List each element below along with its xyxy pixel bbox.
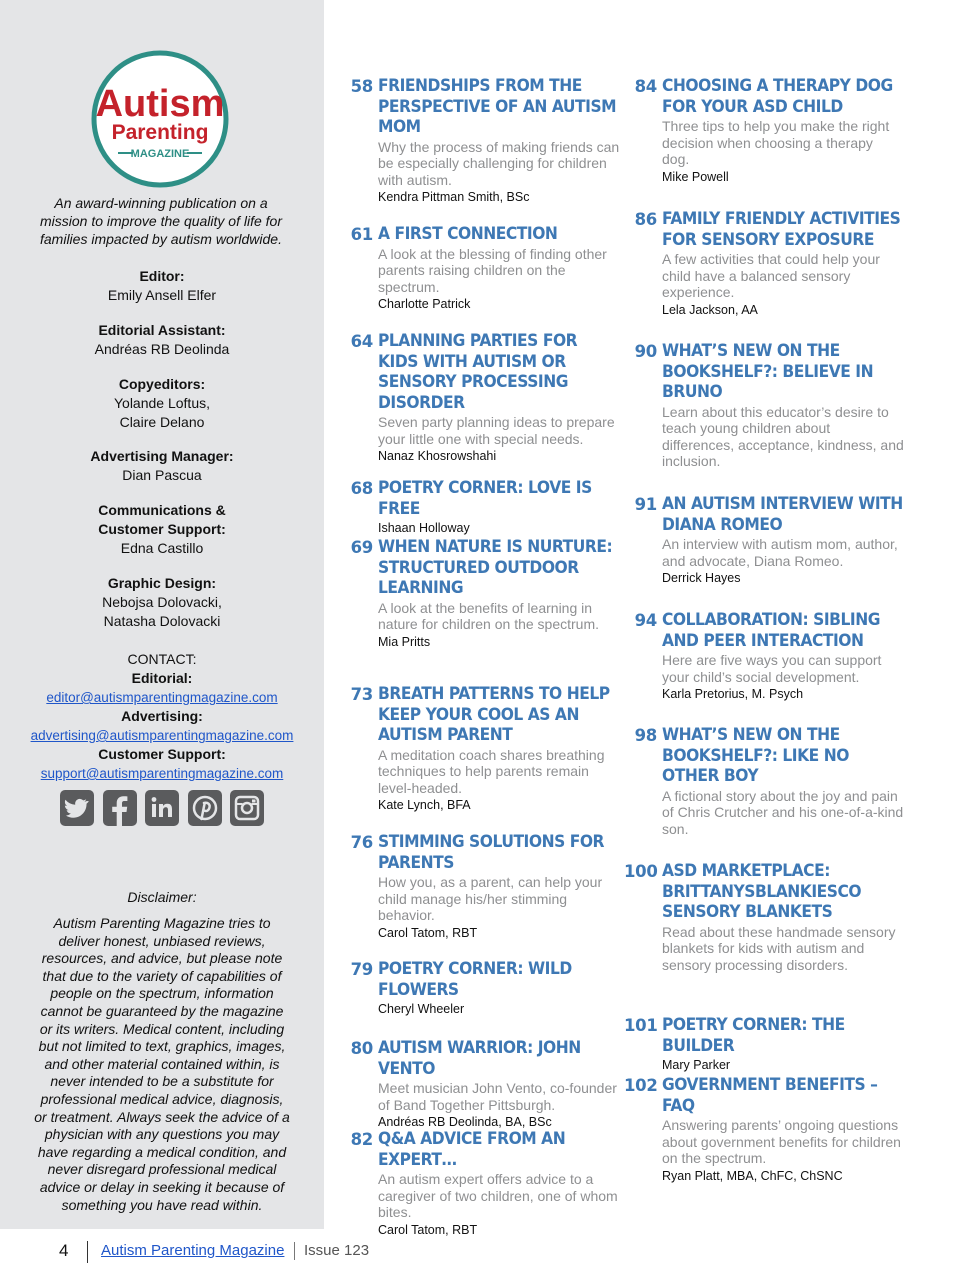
staff-role: Editorial Assistant: — [98, 322, 226, 338]
toc-entry[interactable] — [340, 331, 620, 465]
toc-page-number: 61 — [350, 225, 373, 244]
toc-entry[interactable] — [624, 209, 904, 319]
toc-page-number: 79 — [350, 960, 373, 979]
toc-page-number: 98 — [634, 726, 657, 745]
toc-title[interactable]: BREATH PATTERNS TO HELP KEEP YOUR COOL AS AN AUTISM PARENT — [378, 684, 610, 744]
toc-title[interactable]: A FIRST CONNECTION — [378, 224, 558, 243]
toc-description: An autism expert offers advice to a caregiver of two children, one of whom bites. — [378, 1171, 618, 1220]
instagram-icon[interactable] — [230, 790, 264, 826]
support-email-link[interactable]: support@autismparentingmagazine.com — [40, 766, 284, 781]
toc-title[interactable]: WHAT’S NEW ON THE BOOKSHELF?: LIKE NO OTHER BOY — [662, 725, 849, 785]
staff-entry — [0, 267, 324, 305]
page-footer — [0, 1229, 961, 1280]
staff-role: Copyeditors: — [118, 376, 206, 392]
toc-page-number: 82 — [350, 1130, 373, 1149]
staff-role: Editor: — [139, 268, 185, 284]
toc-title[interactable]: POETRY CORNER: THE BUILDER — [662, 1015, 845, 1055]
toc-page-number: 76 — [350, 833, 373, 852]
magazine-logo — [85, 50, 235, 188]
toc-page-number: 100 — [624, 862, 658, 881]
toc-description: A look at the blessing of finding other parents raising children on the spectrum. — [378, 245, 607, 295]
toc-entry[interactable] — [340, 1129, 620, 1239]
staff-names: Yolande Loftus, Claire Delano — [113, 395, 210, 430]
toc-page-number: 101 — [624, 1016, 658, 1035]
issue-number: Issue 123 — [304, 1242, 370, 1259]
toc-author: Mike Powell — [662, 169, 729, 184]
toc-description: Here are five ways you can support your child’s social development. — [662, 652, 882, 685]
staff-entry — [0, 447, 324, 485]
staff-names: Andréas RB Deolinda — [94, 341, 230, 357]
toc-description: An interview with autism mom, author, and advocate, Diana Romeo. — [662, 536, 898, 569]
staff-names: Dian Pascua — [122, 467, 202, 483]
staff-entry — [0, 375, 324, 432]
toc-author: Andréas RB Deolinda, BA, BSc — [378, 1115, 552, 1129]
staff-entry — [0, 501, 324, 558]
toc-entry[interactable] — [624, 1075, 904, 1185]
toc-title[interactable]: FAMILY FRIENDLY ACTIVITIES FOR SENSORY EXPOSURE — [662, 209, 901, 249]
advertising-email-link[interactable]: advertising@autismparentingmagazine.com — [30, 728, 294, 743]
toc-page-number: 58 — [350, 77, 373, 96]
toc-author: Charlotte Patrick — [378, 297, 471, 311]
toc-author: Kate Lynch, BFA — [378, 798, 471, 812]
staff-entry — [0, 574, 324, 631]
logo-word-parenting: Parenting — [111, 121, 209, 144]
toc-entry[interactable] — [624, 1015, 904, 1074]
toc-description: A fictional story about the joy and pain of Chris Crutcher and his one-of-a-kind son. — [662, 787, 904, 837]
toc-description: Why the process of making friends can be especially challenging for children with autism. — [378, 138, 620, 188]
toc-description: Three tips to help you make the right decision when choosing a therapy dog. — [662, 118, 890, 167]
toc-title[interactable]: STIMMING SOLUTIONS FOR PARENTS — [378, 832, 605, 872]
toc-page-number: 80 — [350, 1039, 373, 1058]
toc-entry[interactable] — [340, 478, 620, 537]
toc-entry[interactable] — [340, 537, 620, 651]
toc-title[interactable]: PLANNING PARTIES FOR KIDS WITH AUTISM OR SENSORY PROCESSING DISORDER — [378, 331, 578, 412]
toc-author: Derrick Hayes — [662, 571, 741, 585]
toc-description: Seven party planning ideas to prepare your little one with special needs. — [378, 414, 615, 447]
toc-entry[interactable] — [340, 684, 620, 814]
contact-heading: CONTACT: — [127, 651, 197, 667]
magazine-link[interactable]: Autism Parenting Magazine — [101, 1242, 285, 1259]
toc-author: Cheryl Wheeler — [378, 1002, 465, 1016]
toc-entry[interactable] — [340, 832, 620, 942]
staff-entry — [0, 321, 324, 359]
contact-block — [0, 650, 324, 783]
toc-author: Ryan Platt, MBA, ChFC, ChSNC — [662, 1168, 843, 1183]
advertising-label: Advertising: — [121, 708, 203, 724]
toc-title[interactable]: FRIENDSHIPS FROM THE PERSPECTIVE OF AN AUTISM MOM — [378, 76, 617, 136]
logo-word-magazine: MAGAZINE — [130, 148, 190, 160]
tagline: An award-winning publication on a mission to improve the quality of life for families impacted by autism worldwide. — [40, 195, 282, 247]
toc-title[interactable]: POETRY CORNER: WILD FLOWERS — [378, 959, 572, 999]
toc-page-number: 84 — [634, 77, 657, 96]
toc-page-number: 64 — [350, 332, 373, 351]
toc-entry[interactable] — [624, 610, 904, 703]
toc-title[interactable]: Q&A ADVICE FROM AN EXPERT… — [378, 1129, 566, 1169]
staff-role: Advertising Manager: — [90, 448, 234, 464]
toc-author: Carol Tatom, RBT — [378, 925, 478, 940]
toc-author: Kendra Pittman Smith, BSc — [378, 190, 530, 204]
toc-description: Learn about this educator’s desire to teach young children about differences, acceptance, kindness, and inclusion. — [662, 403, 904, 469]
toc-title[interactable]: WHEN NATURE IS NURTURE: STRUCTURED OUTDOOR LEARNING — [378, 537, 613, 597]
twitter-icon[interactable] — [60, 790, 94, 826]
editorial-email-link[interactable]: editor@autismparentingmagazine.com — [46, 690, 278, 705]
toc-description: A look at the benefits of learning in nature for children on the spectrum. — [378, 599, 600, 632]
toc-title[interactable]: WHAT’S NEW ON THE BOOKSHELF?: BELIEVE IN BRUNO — [662, 341, 874, 401]
staff-names: Nebojsa Dolovacki, Natasha Dolovacki — [102, 594, 222, 629]
disclaimer-title: Disclaimer: — [127, 889, 197, 905]
editorial-label: Editorial: — [131, 670, 193, 686]
disclaimer-text: Autism Parenting Magazine tries to deliver honest, unbiased reviews, resources, and advice, but please note that due to the variety of capabilities of people on the spectrum, information cannot be guaranteed by the magazine or its writers. Medical content, including but not limited to text, graphics, images, and other material contained within, is never intended to be a substitute for professional medical advice, diagnosis, or treatment. Always seek the advice of a physician with any questions you may have regarding a medical condition, and never disregard professional medical advice or delay in seeking it because of something you have read within. — [34, 915, 290, 1213]
toc-page-number: 73 — [350, 685, 373, 704]
toc-description: How you, as a parent, can help your child manage his/her stimming behavior. — [378, 874, 603, 923]
toc-author: Lela Jackson, AA — [662, 302, 758, 317]
toc-author: Mary Parker — [662, 1058, 731, 1072]
toc-entry[interactable] — [340, 224, 620, 313]
staff-names: Emily Ansell Elfer — [107, 287, 217, 303]
footer-divider-2 — [294, 1242, 295, 1260]
staff-names: Edna Castillo — [120, 540, 204, 556]
toc-entry[interactable] — [624, 341, 904, 470]
toc-description: Read about these handmade sensory blankets for kids with autism and sensory processing disorders. — [662, 923, 896, 973]
staff-role: Graphic Design: — [107, 575, 217, 591]
toc-page-number: 69 — [350, 538, 373, 557]
pinterest-icon[interactable] — [188, 790, 222, 826]
toc-author: Karla Pretorius, M. Psych — [662, 687, 804, 701]
toc-description: A meditation coach shares breathing techniques to help parents remain level-headed. — [378, 746, 605, 796]
toc-page-number: 91 — [634, 495, 657, 514]
toc-entry[interactable] — [624, 725, 904, 837]
footer-divider — [87, 1241, 88, 1263]
linkedin-icon[interactable] — [145, 790, 179, 826]
toc-entry[interactable] — [340, 76, 620, 206]
toc-author: Mia Pritts — [378, 634, 431, 649]
toc-title[interactable]: CHOOSING A THERAPY DOG FOR YOUR ASD CHILD — [662, 76, 893, 116]
toc-entry[interactable] — [624, 76, 904, 186]
toc-page-number: 68 — [350, 479, 373, 498]
toc-author: Ishaan Holloway — [378, 521, 470, 535]
logo-word-autism: Autism — [95, 83, 225, 125]
toc-title[interactable]: POETRY CORNER: LOVE IS FREE — [378, 478, 592, 518]
toc-author: Nanaz Khosrowshahi — [378, 449, 497, 463]
toc-description: Meet musician John Vento, co-founder of Band Together Pittsburgh. — [378, 1080, 617, 1113]
toc-description: Answering parents’ ongoing questions about government benefits for children on the spectrum. — [662, 1117, 901, 1166]
sidebar — [0, 0, 324, 1229]
toc-page-number: 102 — [624, 1076, 658, 1095]
toc-title[interactable]: ASD MARKETPLACE: BRITTANYSBLANKIESCO SENSORY BLANKETS — [662, 861, 862, 921]
toc-entry[interactable] — [340, 1038, 620, 1131]
social-links — [60, 790, 264, 826]
toc-description: A few activities that could help your child have a balanced sensory experience. — [662, 251, 880, 300]
support-label: Customer Support: — [98, 746, 226, 762]
toc-title[interactable]: AUTISM WARRIOR: JOHN VENTO — [378, 1038, 581, 1078]
toc-title[interactable]: COLLABORATION: SIBLING AND PEER INTERACTION — [662, 610, 881, 650]
toc-title[interactable]: AN AUTISM INTERVIEW WITH DIANA ROMEO — [662, 494, 903, 534]
toc-entry[interactable] — [624, 861, 904, 973]
staff-role: Communications & Customer Support: — [98, 502, 226, 537]
toc-page-number: 94 — [634, 611, 657, 630]
toc-page-number: 90 — [634, 342, 657, 361]
toc-author: Carol Tatom, RBT — [378, 1222, 478, 1237]
toc-title[interactable]: GOVERNMENT BENEFITS – FAQ — [662, 1075, 878, 1115]
page-number: 4 — [59, 1241, 69, 1260]
toc-page-number: 86 — [634, 210, 657, 229]
toc-entry[interactable] — [340, 959, 620, 1018]
facebook-icon[interactable] — [103, 790, 137, 826]
toc-entry[interactable] — [624, 494, 904, 587]
